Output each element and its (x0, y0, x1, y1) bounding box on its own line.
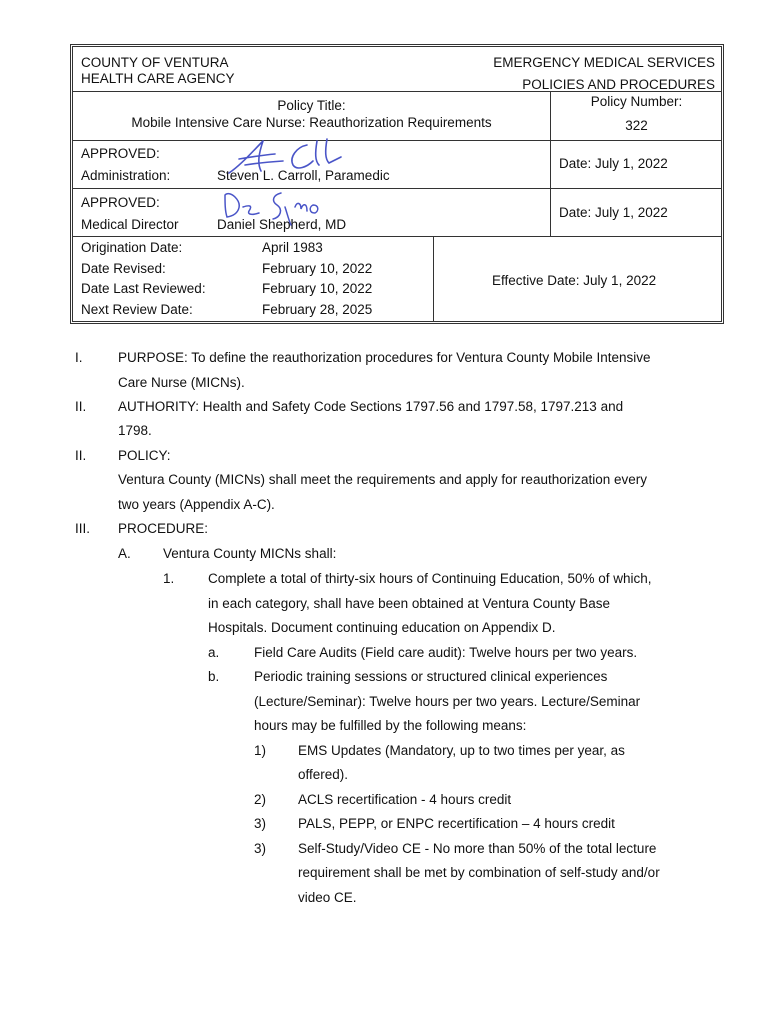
date-last-reviewed-value: February 10, 2022 (262, 281, 373, 296)
procedure-item: PALS, PEPP, or ENPC recertification – 4 hours credit (298, 816, 615, 831)
approved-label: APPROVED: (81, 146, 160, 161)
next-review-date-label: Next Review Date: (81, 302, 193, 317)
medical-director-label: Medical Director (81, 217, 179, 232)
policy-heading: POLICY: (118, 448, 171, 463)
procedure-item: Field Care Audits (Field care audit): Twelve hours per two years. (254, 645, 638, 660)
section-number: II. (75, 399, 87, 414)
date-last-reviewed-label: Date Last Reviewed: (81, 281, 206, 296)
section-number: II. (75, 448, 87, 463)
administrator-signature (223, 135, 363, 179)
list-marker: A. (118, 546, 131, 561)
procedure-item: Hospitals. Document continuing education on Appendix D. (208, 620, 556, 635)
medical-director-name: Daniel Shepherd, MD (217, 217, 347, 232)
ems-title: EMERGENCY MEDICAL SERVICES (493, 55, 715, 70)
effective-date: Effective Date: July 1, 2022 (492, 273, 657, 288)
agency-subname: HEALTH CARE AGENCY (81, 71, 235, 86)
date-revised-value: February 10, 2022 (262, 261, 373, 276)
procedure-item: Self-Study/Video CE - No more than 50% of the total lecture (298, 841, 657, 856)
policy-header-table (72, 46, 722, 322)
purpose-text: PURPOSE: To define the reauthorization procedures for Ventura County Mobile Intensive (118, 350, 651, 365)
approved-label: APPROVED: (81, 195, 160, 210)
ems-subtitle: POLICIES AND PROCEDURES (522, 77, 715, 92)
procedure-item: ACLS recertification - 4 hours credit (298, 792, 512, 807)
admin-approval-date: Date: July 1, 2022 (559, 156, 668, 171)
list-marker: 1. (163, 571, 175, 586)
procedure-item: Ventura County MICNs shall: (163, 546, 337, 561)
procedure-item: EMS Updates (Mandatory, up to two times per year, as (298, 743, 625, 758)
list-marker: 1) (254, 743, 267, 758)
procedure-item: Complete a total of thirty-six hours of Continuing Education, 50% of which, (208, 571, 652, 586)
medical-director-signature (219, 187, 339, 229)
policy-title: Mobile Intensive Care Nurse: Reauthorization Requirements (131, 115, 492, 130)
procedure-item: (Lecture/Seminar): Twelve hours per two years. Lecture/Seminar (254, 694, 641, 709)
policy-text: two years (Appendix A-C). (118, 497, 275, 512)
authority-text: AUTHORITY: Health and Safety Code Sections 1797.56 and 1797.58, 1797.213 and (118, 399, 624, 414)
next-review-date-value: February 28, 2025 (262, 302, 373, 317)
origination-date-value: April 1983 (262, 240, 323, 255)
date-revised-label: Date Revised: (81, 261, 166, 276)
policy-number-label: Policy Number: (590, 94, 683, 109)
list-marker: a. (208, 645, 220, 660)
section-number: III. (75, 521, 91, 536)
administrator-name: Steven L. Carroll, Paramedic (217, 168, 390, 183)
header-rule (550, 91, 551, 236)
policy-title-label: Policy Title: (277, 98, 346, 113)
header-rule (433, 236, 434, 322)
md-approval-date: Date: July 1, 2022 (559, 205, 668, 220)
list-marker: 2) (254, 792, 267, 807)
agency-name: COUNTY OF VENTURA (81, 55, 229, 70)
list-marker: 3) (254, 816, 267, 831)
header-rule (73, 140, 721, 141)
procedure-heading: PROCEDURE: (118, 521, 209, 536)
procedure-item: offered). (298, 767, 349, 782)
procedure-item: in each category, shall have been obtained at Ventura County Base (208, 596, 611, 611)
header-rule (73, 236, 721, 237)
procedure-item: video CE. (298, 890, 357, 905)
policy-number: 322 (625, 118, 648, 133)
header-rule (73, 188, 721, 189)
authority-text: 1798. (118, 423, 152, 438)
procedure-item: Periodic training sessions or structured clinical experiences (254, 669, 608, 684)
list-marker: b. (208, 669, 220, 684)
origination-date-label: Origination Date: (81, 240, 183, 255)
procedure-item: hours may be fulfilled by the following means: (254, 718, 527, 733)
list-marker: 3) (254, 841, 267, 856)
policy-text: Ventura County (MICNs) shall meet the requirements and apply for reauthorization every (118, 472, 648, 487)
section-number: I. (75, 350, 83, 365)
administration-label: Administration: (81, 168, 171, 183)
purpose-text: Care Nurse (MICNs). (118, 375, 245, 390)
procedure-item: requirement shall be met by combination of self-study and/or (298, 865, 660, 880)
